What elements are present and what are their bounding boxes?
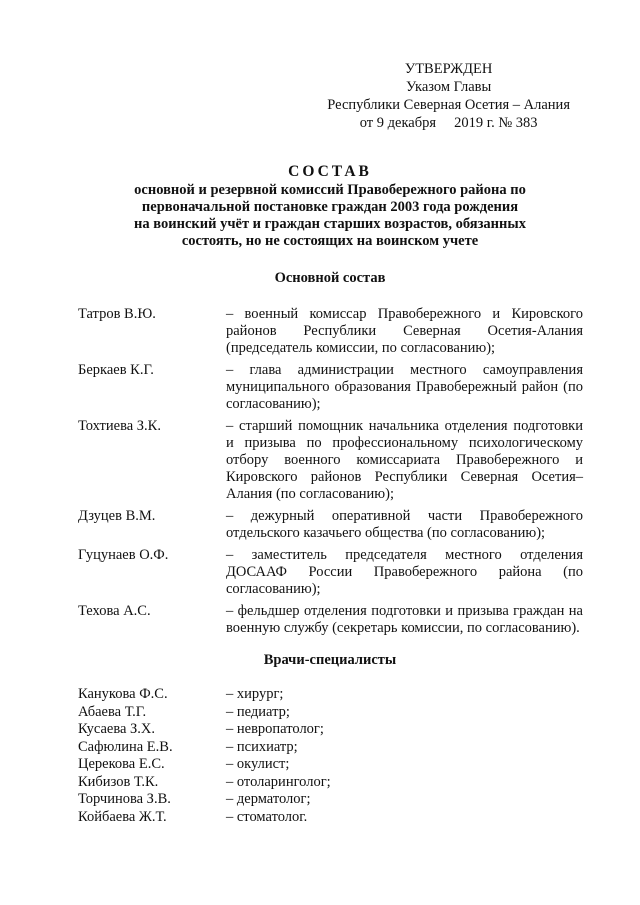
- approval-date-line: от 9 декабря 2019 г. № 383: [359, 115, 538, 131]
- main-section-heading: Основной состав: [274, 270, 386, 286]
- list-item: [78, 721, 583, 739]
- list-item: [78, 362, 583, 413]
- approval-line-1: Указом Главы: [406, 79, 492, 95]
- list-item: [78, 756, 583, 774]
- doctor-name: Кусаева З.Х.: [78, 721, 156, 737]
- document-title: [95, 162, 565, 250]
- doctor-name: Сафюлина Е.В.: [78, 738, 173, 755]
- doctor-role: – невропатолог;: [226, 721, 324, 737]
- doctor-role: – педиатр;: [226, 703, 290, 720]
- doctor-name: Торчинова З.В.: [78, 791, 171, 807]
- list-item: [78, 418, 583, 503]
- member-name: Беркаев К.Г.: [78, 362, 154, 378]
- approval-line-2: Республики Северная Осетия – Алания: [327, 97, 570, 113]
- title-line-1: основной и резервной комиссий Правобережного района по: [134, 182, 526, 198]
- list-item: [78, 704, 583, 722]
- doctor-name: Церекова Е.С.: [78, 756, 165, 772]
- list-item: [78, 791, 583, 809]
- list-item: [78, 809, 583, 827]
- title-line-3: на воинский учёт и граждан старших возрастов, обязанных: [134, 216, 526, 232]
- member-name: Дзуцев В.М.: [78, 508, 156, 524]
- list-item: [78, 603, 583, 637]
- doctor-role: – окулист;: [226, 756, 290, 772]
- doctors-list: [78, 686, 583, 826]
- doctor-role: – стоматолог.: [226, 808, 308, 825]
- member-name: Тохтиева З.К.: [78, 418, 161, 434]
- approval-status: УТВЕРЖДЕН: [404, 61, 493, 77]
- list-item: [78, 306, 583, 357]
- member-role: – старший помощник начальника отделения подготовки и призыва по профессиональному психологическому отбору военного комиссариата Правобережного и Кировского районов Республики Северная Осетия–Алания (по согласованию);: [226, 418, 583, 502]
- doctor-role: – психиатр;: [226, 738, 298, 755]
- list-item: [78, 774, 583, 792]
- doctor-role: – дерматолог;: [226, 791, 311, 807]
- doctor-role: – отоларинголог;: [226, 773, 331, 790]
- doctor-name: Койбаева Ж.Т.: [78, 808, 167, 825]
- member-role: – глава администрации местного самоуправления муниципального образования Правобережный район (по согласованию);: [226, 362, 583, 412]
- member-role: – фельдшер отделения подготовки и призыва граждан на военную службу (секретарь комиссии, по согласованию).: [226, 603, 583, 636]
- doctor-name: Кибизов Т.К.: [78, 773, 159, 790]
- list-item: [78, 508, 583, 542]
- member-name: Техова А.С.: [78, 603, 151, 619]
- member-name: Татров В.Ю.: [78, 306, 156, 322]
- approval-block: [0, 60, 570, 132]
- member-name: Гуцунаев О.Ф.: [78, 547, 169, 563]
- member-role: – дежурный оперативной части Правобережного отдельского казачьего общества (по согласованию);: [226, 508, 583, 541]
- member-role: – заместитель председателя местного отделения ДОСААФ России Правобережного района (по согласованию);: [226, 547, 583, 597]
- doctors-section-heading: Врачи-специалисты: [263, 652, 397, 668]
- main-members-list: [78, 306, 583, 642]
- list-item: [78, 686, 583, 704]
- title-heading: СОСТАВ: [288, 163, 372, 180]
- title-line-4: состоять, но не состоящих на воинском учете: [181, 233, 479, 249]
- doctor-name: Канукова Ф.С.: [78, 686, 168, 702]
- member-role: – военный комиссар Правобережного и Кировского районов Республики Северная Осетия-Алания (председатель комиссии, по согласованию);: [226, 306, 583, 356]
- approval-stamp: [327, 60, 570, 132]
- doctor-name: Абаева Т.Г.: [78, 703, 147, 720]
- title-line-2: первоначальной постановке граждан 2003 года рождения: [141, 199, 519, 215]
- doctor-role: – хирург;: [226, 686, 284, 702]
- list-item: [78, 739, 583, 757]
- list-item: [78, 547, 583, 598]
